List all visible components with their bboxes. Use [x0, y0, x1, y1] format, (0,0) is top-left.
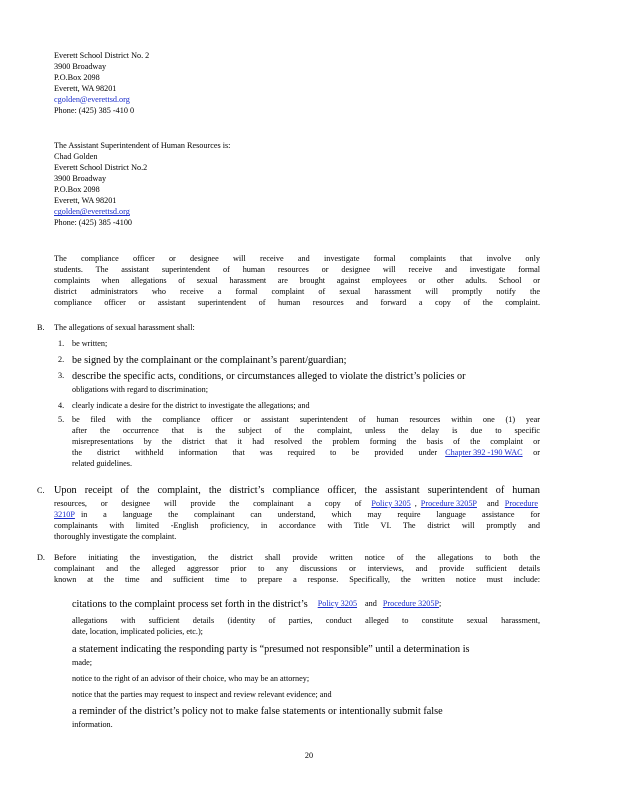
contact-block-1: [54, 50, 254, 116]
bullet-text: citations to the complaint process set forth in the district’s: [72, 599, 308, 610]
procedure-3210p-link-end[interactable]: 3210P: [54, 509, 75, 519]
item-text: related guidelines.: [72, 459, 133, 469]
email-link[interactable]: cgolden@everettsd.org: [54, 95, 130, 105]
procedure-3210p-link-start[interactable]: Procedure: [504, 498, 538, 508]
contact-line: Everett, WA 98201: [54, 84, 117, 94]
list-item: [58, 414, 540, 469]
wac-chapter-link[interactable]: Chapter 392 -190 WAC: [445, 448, 523, 458]
bullet-text: information.: [72, 719, 113, 729]
paragraph-line: in a language the complainant can understand, which may require language assistance for: [80, 509, 540, 519]
section-heading: The allegations of sexual harassment shall:: [54, 323, 195, 332]
bullet-text: made;: [72, 657, 93, 667]
paragraph-line: The compliance officer or designee will receive and investigate formal complaints that involve only: [54, 254, 540, 263]
item-number: 3.: [58, 371, 65, 380]
section-d: [37, 552, 540, 585]
item-text: obligations with regard to discrimination;: [72, 384, 208, 394]
list-item: [58, 400, 540, 414]
paragraph-line: Before initiating the investigation, the district shall provide written notice of the allegations to both the: [54, 553, 540, 562]
bullet-text: notice to the right of an advisor of their choice, who may be an attorney;: [72, 674, 310, 683]
and-text: and: [486, 498, 499, 508]
contact-line: Everett School District No.2: [54, 163, 148, 173]
section-c: [37, 484, 540, 542]
item-text: or: [533, 448, 540, 458]
paragraph-line: compliance officer or assistant superintendent of human resources and forward a copy of the complaint.: [54, 298, 540, 308]
list-item: [58, 354, 540, 370]
item-number: 5.: [58, 415, 65, 424]
item-text: misrepresentations by the district that it had resolved the problem forming the basis of the complaint or: [72, 437, 540, 447]
bullet-text: a reminder of the district’s policy not to make false statements or intentionally submit false: [72, 706, 443, 717]
paragraph-line: district administrators who receive a formal complaint of sexual harassment will promptly notify the: [54, 287, 540, 297]
section-marker: B.: [37, 323, 45, 332]
contact-line: P.O.Box 2098: [54, 185, 100, 195]
contact-heading: The Assistant Superintendent of Human Resources is:: [54, 141, 231, 150]
item-number: 4.: [58, 401, 65, 410]
intro-paragraph: [54, 253, 540, 308]
item-text: be written;: [72, 339, 108, 348]
bullet-item: [72, 598, 540, 615]
policy-3205-link[interactable]: Policy 3205: [317, 599, 358, 608]
paragraph-line: Upon receipt of the complaint, the district’s compliance officer, the assistant superintendent of human: [54, 485, 540, 496]
bullet-item: [72, 705, 540, 733]
and-text: and: [365, 599, 377, 608]
paragraph-line: resources, or designee will provide the complainant a copy of: [54, 498, 362, 508]
paragraph-line: complainants with limited -English proficiency, in accordance with Title VI. The district will promptly and: [54, 520, 540, 530]
contact-line: Everett, WA 98201: [54, 196, 117, 206]
paragraph-line: complainant and the alleged aggressor prior to any discussions or interviews, and provide sufficient details: [54, 564, 540, 574]
item-text: be filed with the compliance officer or assistant superintendent of human resources within one (1) year: [72, 415, 540, 424]
item-text: describe the specific acts, conditions, or circumstances alleged to violate the district’s policies or: [72, 371, 466, 382]
comma: ,: [414, 498, 417, 508]
paragraph-line: known at the time and sufficient time to prepare a response. Specifically, the written notice must include:: [54, 575, 540, 585]
contact-line: Everett School District No. 2: [54, 51, 150, 60]
section-b-list: [58, 338, 540, 469]
bullet-text: allegations with sufficient details (identity of parties, conduct alleged to constitute sexual harassment,: [72, 616, 540, 625]
page-number: 20: [304, 751, 314, 760]
email-link[interactable]: cgolden@everettsd.org: [54, 207, 130, 217]
paragraph-line: students. The assistant superintendent of human resources or designee will receive and investigate formal: [54, 265, 540, 275]
contact-line: P.O.Box 2098: [54, 73, 100, 83]
phone-line: Phone: (425) 385 -4100: [54, 218, 133, 228]
section-marker: D.: [37, 553, 45, 562]
item-text: the district withheld information that was required to be provided under: [72, 448, 438, 458]
semicolon: ;: [439, 599, 442, 608]
bullet-item: [72, 689, 540, 705]
paragraph-line: complaints when allegations of sexual harassment are brought against employees or other adults. School or: [54, 276, 540, 286]
section-marker: C.: [37, 486, 45, 495]
bullet-text: notice that the parties may request to inspect and review relevant evidence; and: [72, 690, 332, 699]
policy-3205-link[interactable]: Policy 3205: [371, 498, 411, 508]
section-d-bullets: [72, 598, 540, 733]
procedure-3205p-link[interactable]: Procedure 3205P: [420, 498, 477, 508]
item-number: 1.: [58, 339, 65, 348]
contact-block-2: [54, 140, 314, 229]
bullet-item: [72, 643, 540, 673]
list-item: [58, 370, 540, 400]
item-text: after the occurrence that is the subject of the complaint, unless the delay is due to specific: [72, 426, 540, 436]
bullet-text: a statement indicating the responding party is “presumed not responsible” until a determination is: [72, 644, 470, 655]
list-item: [58, 338, 540, 354]
phone-line: Phone: (425) 385 -410 0: [54, 106, 135, 116]
item-text: clearly indicate a desire for the district to investigate the allegations; and: [72, 401, 310, 410]
bullet-item: [72, 673, 540, 689]
contact-line: 3900 Broadway: [54, 62, 107, 72]
section-b: [37, 322, 540, 333]
item-number: 2.: [58, 355, 65, 364]
procedure-3205p-link[interactable]: Procedure 3205P: [382, 599, 440, 608]
bullet-text: date, location, implicated policies, etc.);: [72, 627, 203, 637]
paragraph-line: thoroughly investigate the complaint.: [54, 531, 177, 541]
bullet-item: [72, 615, 540, 643]
contact-line: 3900 Broadway: [54, 174, 107, 184]
contact-line: Chad Golden: [54, 152, 98, 162]
item-text: be signed by the complainant or the complainant’s parent/guardian;: [72, 355, 347, 366]
